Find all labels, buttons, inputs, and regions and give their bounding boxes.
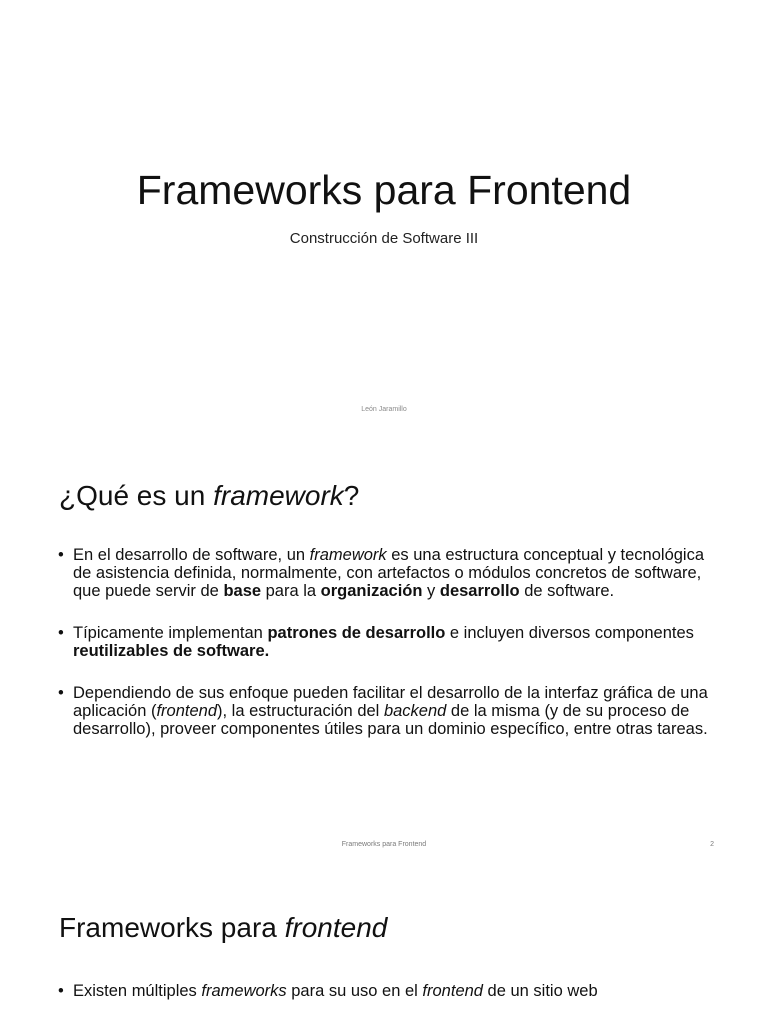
- content-slide-what-is-framework: [0, 436, 768, 868]
- slide-title: [59, 476, 359, 516]
- bullet-text: Típicamente implementan: [73, 624, 268, 642]
- author-name: León Jaramillo: [361, 406, 407, 413]
- bullet-text: y: [422, 582, 440, 600]
- bullet-text: para la: [261, 582, 321, 600]
- bullet-bold: organización: [320, 582, 423, 600]
- bullet-text: para su uso en el: [286, 982, 423, 1000]
- bullet-text: de un sitio web: [482, 982, 598, 1000]
- presentation-title: Frameworks para Frontend: [136, 167, 632, 213]
- slide-footer: Frameworks para Frontend: [341, 841, 427, 848]
- slide-title-emphasis: frontend: [284, 912, 388, 943]
- bullet-text: es una estructura conceptual y tecnológica de asistencia definida, normalmente, con artefactos o módulos concretos de software, que puede servir de: [73, 546, 705, 600]
- slide-title-suffix: ?: [343, 480, 360, 511]
- bullet-text: En el desarrollo de software, un: [73, 546, 310, 564]
- bullet-list: [58, 982, 718, 1000]
- page-number: 2: [710, 841, 714, 848]
- presentation-subtitle: Construcción de Software III: [289, 230, 479, 247]
- bullet-emphasis: frameworks: [201, 982, 287, 1000]
- bullet-bold: base: [223, 582, 262, 600]
- bullet-bold: reutilizables de software.: [73, 642, 270, 660]
- bullet-emphasis: frontend: [156, 702, 218, 720]
- bullet-bold: desarrollo: [439, 582, 520, 600]
- bullet-emphasis: frontend: [422, 982, 483, 1000]
- content-slide-frontend-frameworks: [0, 868, 768, 1024]
- bullet-patterns: [58, 624, 718, 660]
- title-slide: [0, 0, 768, 436]
- bullet-multiple-frameworks: [58, 982, 718, 1000]
- bullet-emphasis: framework: [309, 546, 387, 564]
- slide-title-text: Frameworks para: [59, 912, 285, 943]
- bullet-emphasis: backend: [383, 702, 447, 720]
- bullet-text: e incluyen diversos componentes: [445, 624, 694, 642]
- slide-title-emphasis: framework: [213, 480, 344, 511]
- bullet-text: de software.: [519, 582, 615, 600]
- bullet-text: Existen múltiples: [73, 982, 202, 1000]
- bullet-text: de la misma (y de su proceso de desarrollo), proveer componentes útiles para un dominio específico, entre otras tareas.: [73, 702, 708, 738]
- bullet-text: Dependiendo de sus enfoque pueden facilitar el desarrollo de la interfaz gráfica de una aplicación (: [73, 684, 708, 720]
- bullet-list: [58, 546, 718, 738]
- bullet-definition: [58, 546, 718, 600]
- slide-title: [59, 908, 387, 948]
- bullet-approach: [58, 684, 718, 738]
- bullet-text: ), la estructuración del: [217, 702, 384, 720]
- slide-title-text: ¿Qué es un: [59, 480, 214, 511]
- bullet-bold: patrones de desarrollo: [267, 624, 446, 642]
